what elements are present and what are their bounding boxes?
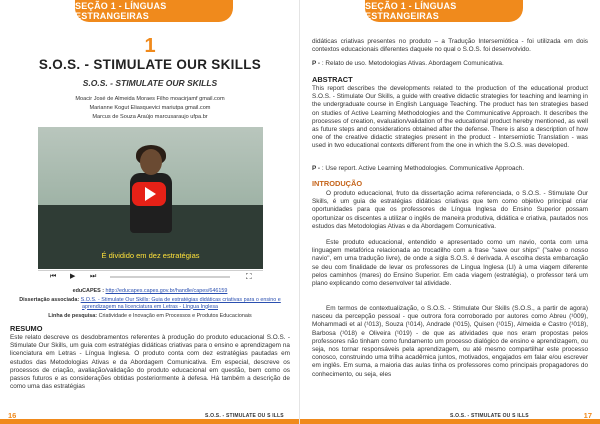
fullscreen-icon[interactable]: ⛶: [246, 272, 252, 281]
section-tab-label: SEÇÃO 1 - LÍNGUAS ESTRANGEIRAS: [75, 1, 167, 21]
chapter-subtitle: S.O.S. - STIMULATE OUR SKILLS: [82, 78, 218, 88]
page-right: [300, 0, 600, 424]
educapes-line: [10, 288, 290, 295]
video-player[interactable]: [38, 127, 263, 269]
resumo-heading: RESUMO: [10, 324, 43, 333]
introducao-paragraph-3: Em termos de contextualização, o S.O.S. - Stimulate Our Skills (S.O.S., a partir de agora) nasceu da percepção pessoal - que outrora fora corroborado por autores como Abreu (¹009), Mohammadi et al (¹013), Souza (¹014), Andrade (¹015), Quisen (¹015), Almeida e Castro (¹018), Barbosa (¹018) e Oliveira (¹019) - de que as atividades que nos eram propostas pelos professores não tinham como fundamento um processo dialógico de ensino e aprendizagem, ou seja, nos tornar responsáveis pela aprendizagem, ou até mesmo compartilhar este processo conosco, construindo uma trilha acadêmica juntos, motivados, engajados em falar e/ou escrever em inglês. Em suma, a maioria das aulas tinha os professores como principais propagadores do conhecimento, ou seja, eles: [312, 305, 588, 378]
footer: [300, 410, 600, 424]
author-list: [0, 95, 300, 122]
section-tab: [365, 0, 523, 22]
educapes-link[interactable]: http://educapes.capes.gov.br/handle/capes/646159: [105, 288, 228, 294]
page-number: 17: [583, 411, 592, 420]
abstract-text: This report describes the developments related to the production of the educational product S.O.S. - Stimulate Our Skills, a guide with creative didactic strategies for teaching and learning in the undergraduate course in English Language Teaching. The product has ten strategies based on studies of Active Learning Methodologies and the Communicative Approach. It describes the processes of creation, evaluation/validation of the educational product hereby mentioned, as well as future steps and considerations obtained after the defense. There is also a description of how one of the creative didactic strategies present in the product - Intersemiotic Translation - was used in two educational contexts different from the one in which the S.O.S. was developed.: [312, 85, 588, 150]
video-caption: É dividido em dez estratégias: [101, 251, 200, 260]
author-line: Moacir José de Almeida Moraes Filho moacirjamf gmail.com: [75, 96, 225, 102]
page-number: 16: [8, 411, 17, 420]
play-control-icon[interactable]: ▶: [70, 273, 76, 280]
educapes-label: eduCAPES :: [72, 288, 105, 294]
palavras-chave-text: : Relato de uso. Metodologias Ativas. Abordagem Comunicativa.: [321, 60, 504, 67]
section-tab-label: SEÇÃO 1 - LÍNGUAS ESTRANGEIRAS: [365, 1, 457, 21]
play-icon[interactable]: [132, 182, 166, 206]
research-line: [10, 313, 290, 320]
progress-bar[interactable]: [110, 276, 230, 278]
footer: [0, 410, 300, 424]
keywords: [312, 165, 588, 173]
author-line: Marcus de Souza Araújo marcusaraujo ufpa.br: [92, 114, 208, 120]
introducao-paragraph-1: O produto educacional, fruto da dissertação acima referenciada, o S.O.S. - Stimulate Our Skills, é um guia de estratégias didáticas criativas que tem como objetivo principal criar oportunidades para que os professores de Língua Inglesa do Ensino Superior possam oportunizar os discentes a utilizar o inglês de maneira produtiva, didática e criativa, pautados nos estudos das Metodologias Ativas e da Abordagem Comunicativa.: [312, 190, 588, 230]
dissertation-line: [10, 297, 290, 310]
dissertation-label: Dissertação associada:: [19, 297, 80, 303]
section-tab: [75, 0, 233, 22]
research-label: Linha de pesquisa:: [48, 313, 98, 319]
dissertation-link[interactable]: S.O.S. - Stimulate Our Skills: Guia de estratégias didáticas criativas para o ensino e aprendizagem na licenciatura em Letras - Língua Inglesa: [80, 297, 281, 310]
previous-icon[interactable]: ⏮: [50, 273, 57, 280]
keywords-label: P -: [312, 165, 321, 172]
chapter-title: S.O.S. - STIMULATE OUR SKILLS: [38, 57, 262, 72]
palavras-chave-label: P -: [312, 60, 321, 67]
player-controls: [38, 270, 263, 283]
abstract-heading: ABSTRACT: [312, 75, 353, 84]
resumo-text: Este relato descreve os desdobramentos referentes à produção do produto educacional S.O.S. - Stimulate Our Skills, um guia com estratégias didáticas criativas para o ensino e aprendizagem na licenciatura em Letras - Língua Inglesa. O produto conta com dez estratégias pautadas em estudos das Metodologias Ativas e da Abordagem Comunicativa. Em especial, descreve os processos de criação, avaliação/validação do produto educacional em questão, bem como os passos futuros e as considerações obtidas posteriormente à defesa. Há também a descrição de como uma das estratégias: [10, 334, 290, 391]
introducao-paragraph-2: Este produto educacional, entendido e apresentado como um navio, conta com uma linguagem metafórica relacionada ao trocadilho com a frase "save our ships" ("salve o nosso navio", em uma tradução livre), de onde a sigla S.O.S. é derivada. A escolha desta embarcação se deu com finalidade de levar os professores de Língua Inglesa (LI) à uma viagem diferente pelos caminhos (mares) do Ensino Superior. Em cada viagem (estratégia), o professor terá um plano explicando como desenvolver tal atividade.: [312, 239, 588, 288]
intro-paragraph: didáticas criativas presentes no produto – a Tradução Intersemiótica - foi utilizada em dois contextos educacionais diferentes daquele no qual o S.O.S. foi desenvolvido.: [312, 38, 588, 54]
research-text: Criatividade e Inovação em Processos e Produtos Educacionais: [98, 313, 252, 319]
palavras-chave: [312, 60, 588, 68]
author-line: Marianne Kogut Eliasquevici mariutpa gmail.com: [89, 105, 211, 111]
next-icon[interactable]: ⏭: [90, 273, 97, 280]
running-title: S.O.S. - STIMULATE OU S ILLS: [450, 413, 529, 419]
keywords-text: : Use report. Active Learning Methodologies. Communicative Approach.: [321, 165, 524, 172]
running-title: S.O.S. - STIMULATE OU S ILLS: [205, 413, 284, 419]
introducao-heading: INTRODUÇÃO: [312, 179, 363, 188]
chapter-number: 1: [144, 35, 156, 57]
